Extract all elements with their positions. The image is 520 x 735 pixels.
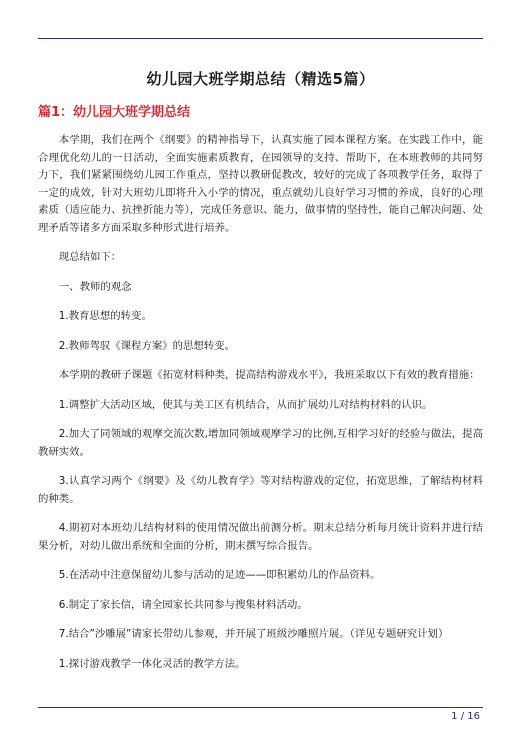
paragraph-summary-lead: 现总结如下： — [58, 251, 122, 263]
paragraph-item: 1.调整扩大活动区域，使其与美工区有机结合，从而扩展幼儿对结构材料的认识。 — [58, 398, 433, 411]
paragraph-teacher-concept: 一、教师的观念 — [58, 280, 132, 293]
paragraph-item: 3.认真学习两个《纲要》及《幼儿教育学》等对结构游戏的定位，拓宽思维，了解结构材料的种类。 — [38, 475, 483, 505]
section-heading: 篇1：幼儿园大班学期总结 — [38, 105, 191, 120]
footer-rule — [38, 707, 483, 708]
paragraph-intro: 本学期，我们在两个《纲要》的精神指导下，认真实施了园本课程方案。在实践工作中，能合理优化幼儿的一日活动，全面实施素质教育，在园领导的支持、帮助下，在本班教师的共同努力下，我们紧紧围绕幼儿园工作重点，坚持以教研促教改，较好的完成了各项教学任务，取得了一定的成效，针对大班幼儿即将升入小学的情况，重点就幼儿良好学习习惯的养成，良好的心理素质（适应能力、抗挫折能力等），完成任务意识、能力，做事情的坚持性，能自己解决问题、处理矛盾等诸多方面采取多种形式进行培养。 — [38, 134, 483, 234]
paragraph-item: 1.教育思想的转变。 — [58, 310, 152, 322]
paragraph-item: 2.教师驾驭《课程方案》的思想转变。 — [58, 339, 235, 352]
page-number: 1 / 16 — [451, 711, 480, 722]
document-title: 幼儿园大班学期总结（精选5篇） — [146, 70, 375, 88]
paragraph-item: 1.探讨游戏教学一体化灵活的教学方法。 — [58, 657, 246, 670]
header-rule — [38, 38, 483, 39]
paragraph-item: 6.制定了家长信，请全园家长共同参与搜集材料活动。 — [58, 598, 308, 611]
paragraph-item: 4.期初对本班幼儿结构材料的使用情况做出前测分析。期末总结分析每月统计资料并进行结果分析，对幼儿做出系统和全面的分析，期末撰写综合报告。 — [38, 522, 483, 552]
page-content — [38, 58, 483, 685]
paragraph-item: 2.加大了同领域的观摩交流次数,增加同领域观摩学习的比例,互相学习好的经验与做法，提高教研实效。 — [38, 428, 483, 458]
paragraph-item: 5.在活动中注意保留幼儿参与活动的足迹——即积累幼儿的作品资料。 — [58, 569, 381, 581]
paragraph-item: 7.结合”沙雕展”请家长带幼儿参观，并开展了班级沙雕照片展。（详见专题研究计划） — [58, 628, 449, 640]
paragraph-research: 本学期的教研子课题《拓宽材料种类，提高结构游戏水平》，我班采取以下有效的教育措施： — [58, 369, 480, 381]
